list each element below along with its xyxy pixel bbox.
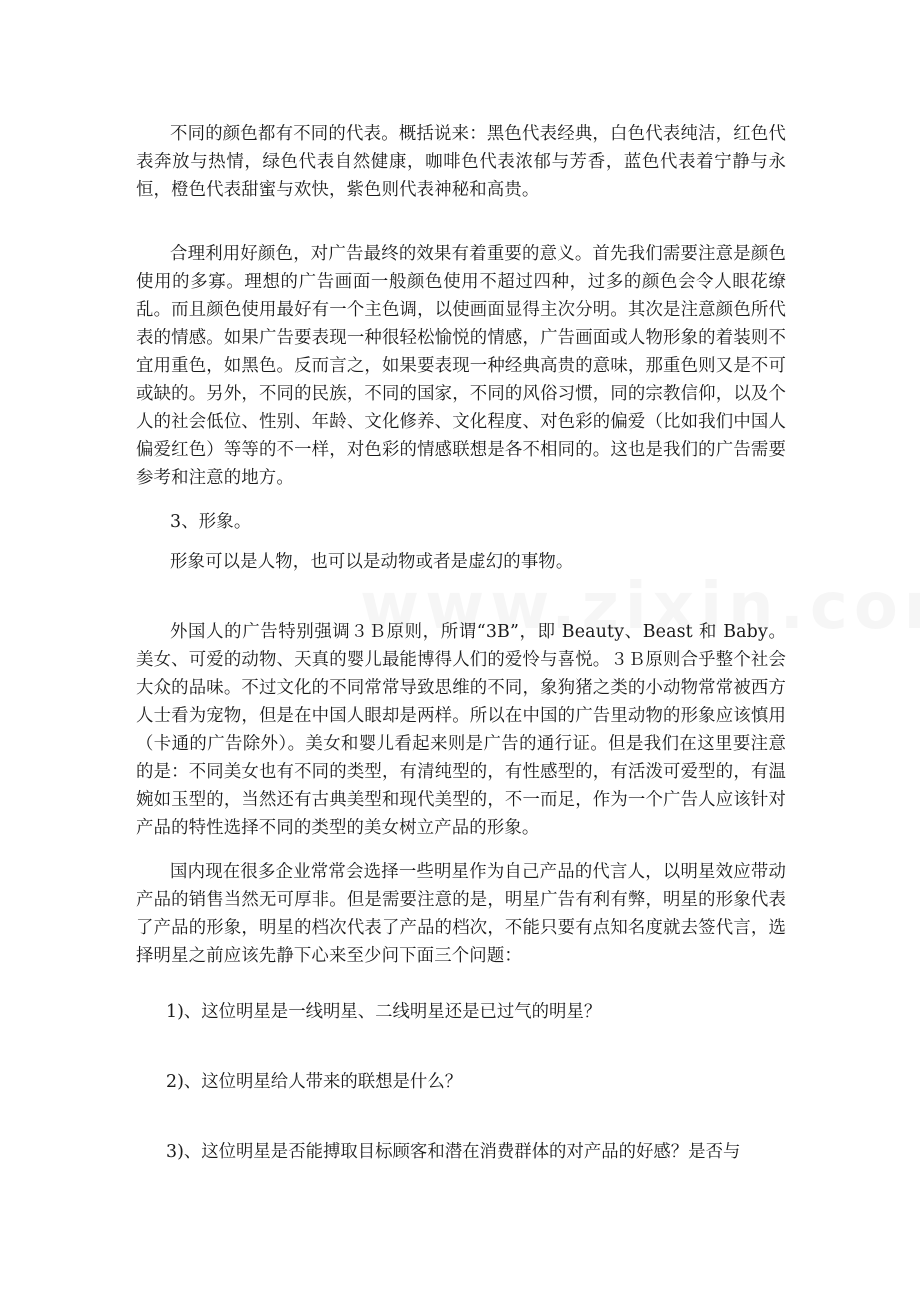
paragraph-celebrity-endorsement: 国内现在很多企业常常会选择一些明星作为自己产品的代言人，以明星效应带动产品的销售当然无可厚非。但是需要注意的是，明星广告有利有弊，明星的形象代表了产品的形象，明星的档次代表了产品的档次，不能只要有点知名度就去签代言，选择明星之前应该先静下心来至少问下面三个问题：	[136, 862, 786, 966]
question-item-2: 2)、这位明星给人带来的联想是什么？	[166, 1072, 463, 1092]
paragraph-3b-principle: 外国人的广告特别强调３Ｂ原则，所谓“3B”，即 Beauty、Beast 和 Baby。美女、可爱的动物、天真的婴儿最能博得人们的爱怜与喜悦。３Ｂ原则合乎整个社会大众的品味。不过文化的不同常常导致思维的不同，象狗猪之类的小动物常常被西方人士看为宠物，但是在中国人眼却是两样。所以在中国的广告里动物的形象应该慎用（卡通的广告除外）。美女和婴儿看起来则是广告的通行证。但是我们在这里要注意的是：不同美女也有不同的类型，有清纯型的，有性感型的，有活泼可爱型的，有温婉如玉型的，当然还有古典美型和现代美型的，不一而足，作为一个广告人应该针对产品的特性选择不同的类型的美女树立产品的形象。	[136, 622, 786, 838]
paragraph-color-usage: 合理利用好颜色，对广告最终的效果有着重要的意义。首先我们需要注意是颜色使用的多寡。理想的广告画面一般颜色使用不超过四种，过多的颜色会令人眼花缭乱。而且颜色使用最好有一个主色调，以使画面显得主次分明。其次是注意颜色所代表的情感。如果广告要表现一种很轻松愉悦的情感，广告画面或人物形象的着装则不宜用重色，如黑色。反而言之，如果要表现一种经典高贵的意味，那重色则又是不可或缺的。另外，不同的民族，不同的国家，不同的风俗习惯，同的宗教信仰，以及个人的社会低位、性别、年龄、文化修养、文化程度、对色彩的偏爱（比如我们中国人偏爱红色）等等的不一样，对色彩的情感联想是各不相同的。这也是我们的广告需要参考和注意的地方。	[136, 244, 786, 488]
question-item-3: 3)、这位明星是否能搏取目标顾客和潜在消费群体的对产品的好感？是否与	[166, 1142, 741, 1162]
paragraph-image-definition: 形象可以是人物，也可以是动物或者是虚幻的事物。	[170, 552, 574, 572]
section-heading-image: 3、形象。	[170, 512, 252, 532]
paragraph-color-meanings: 不同的颜色都有不同的代表。概括说来：黑色代表经典，白色代表纯洁，红色代表奔放与热情，绿色代表自然健康，咖啡色代表浓郁与芳香，蓝色代表着宁静与永恒，橙色代表甜蜜与欢快，紫色则代表神秘和高贵。	[136, 124, 786, 200]
question-item-1: 1)、这位明星是一线明星、二线明星还是已过气的明星？	[166, 1002, 602, 1022]
